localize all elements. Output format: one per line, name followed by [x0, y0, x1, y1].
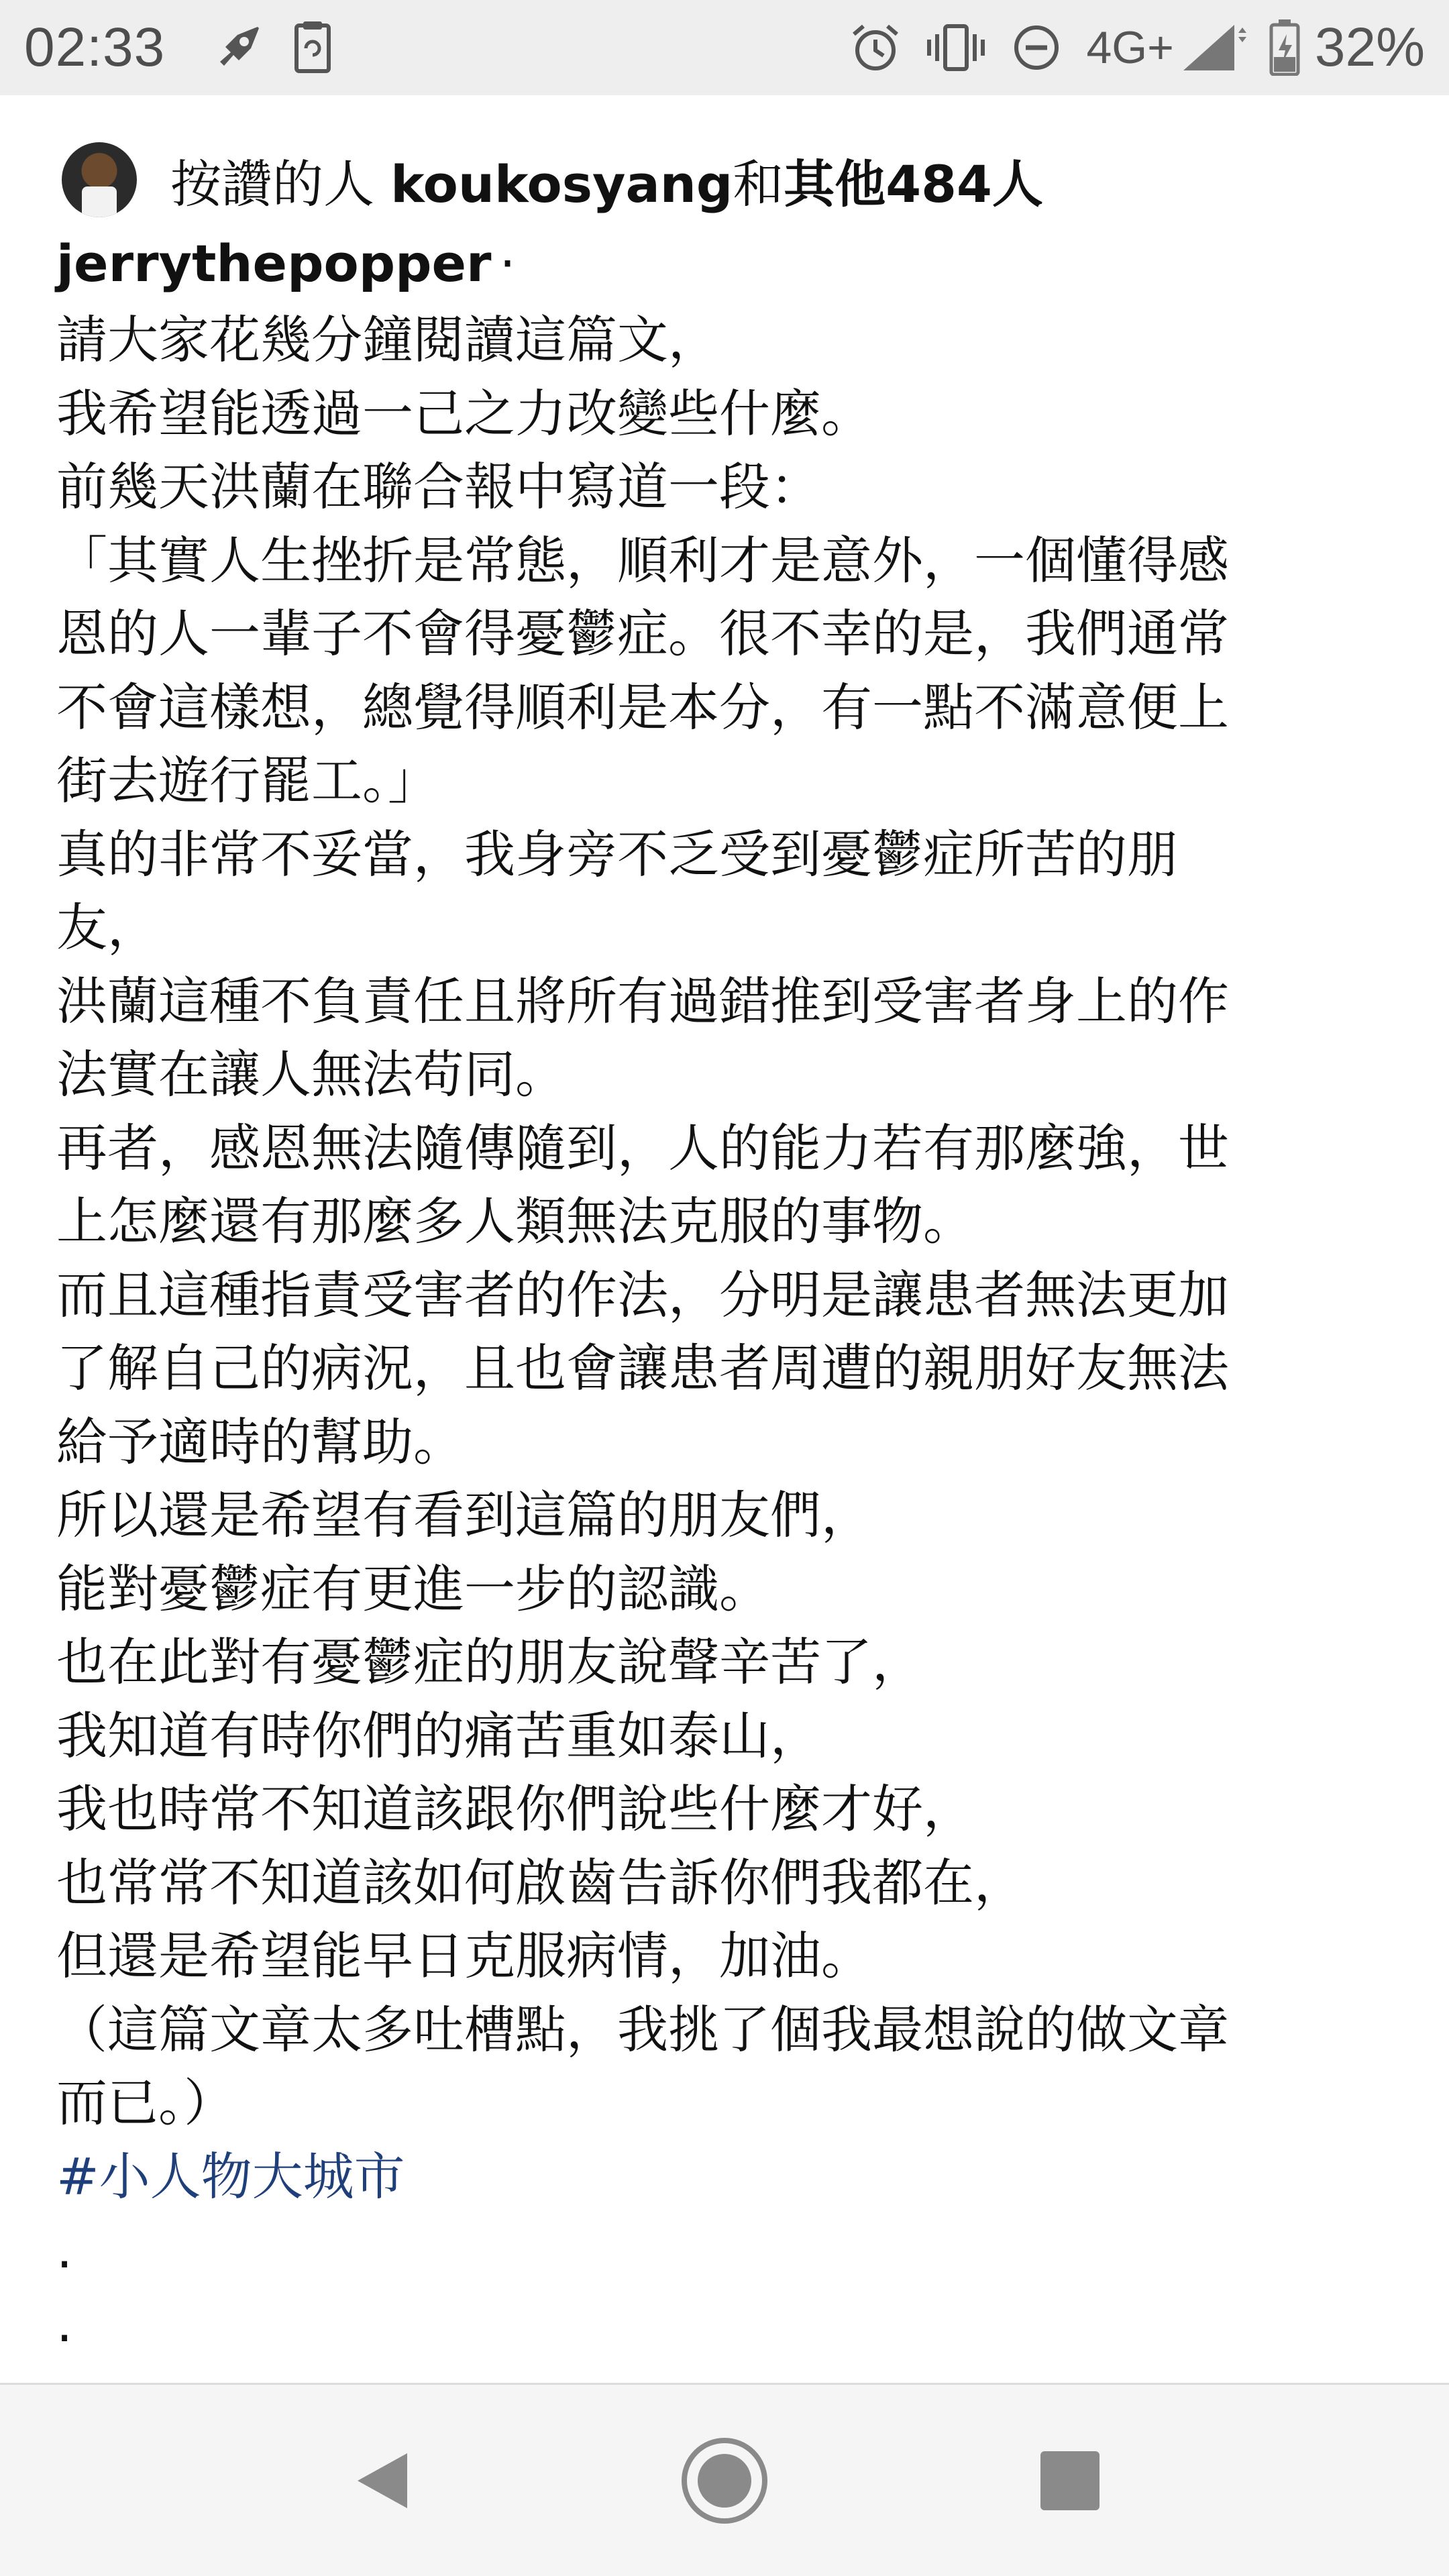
- back-icon: [345, 2444, 419, 2518]
- post: [0, 95, 1449, 2383]
- avatar[interactable]: [62, 142, 137, 217]
- likes-others-link[interactable]: 其他484人: [784, 154, 1043, 214]
- likes-prefix: 按讚的人: [170, 154, 391, 214]
- home-icon: [678, 2434, 771, 2528]
- caption-line: 法實在讓人無法苟同。: [56, 1044, 566, 1104]
- author-username[interactable]: jerrythepopper: [56, 233, 492, 293]
- signal-icon: [1179, 21, 1246, 74]
- alarm-icon: [849, 21, 902, 74]
- status-time: 02:33: [24, 17, 166, 78]
- caption-line: 不會這樣想，總覺得順利是本分，有一點不滿意便上: [56, 677, 1229, 737]
- battery-icon: [1269, 19, 1300, 76]
- caption-line: 恩的人一輩子不會得憂鬱症。很不幸的是，我們通常: [56, 604, 1229, 663]
- caption-line: 前幾天洪蘭在聯合報中寫道一段：: [56, 457, 821, 517]
- navigation-bar: [0, 2385, 1449, 2576]
- home-button[interactable]: [657, 2385, 792, 2576]
- caption-line: 但還是希望能早日克服病情，加油。: [56, 1926, 872, 1986]
- caption: [56, 303, 1398, 2360]
- caption-line: 洪蘭這種不負責任且將所有過錯推到受害者身上的作: [56, 971, 1229, 1031]
- status-icons: [826, 0, 1425, 95]
- likes-middle: 和: [733, 154, 784, 214]
- caption-line: 上怎麼還有那麼多人類無法克服的事物。: [56, 1191, 974, 1251]
- caption-line: 也常常不知道該如何啟齒告訴你們我都在，: [56, 1852, 1025, 1913]
- trailing-dot: .: [56, 2220, 73, 2279]
- battery-level: 32%: [1314, 17, 1425, 78]
- rocket-icon: [211, 20, 266, 75]
- network-type: 4G+: [1086, 22, 1174, 73]
- author-line: [56, 233, 516, 293]
- likes-user-link[interactable]: koukosyang: [390, 154, 733, 214]
- caption-line: 請大家花幾分鐘閱讀這篇文，: [56, 310, 719, 370]
- caption-line: 所以還是希望有看到這篇的朋友們，: [56, 1485, 872, 1545]
- caption-line: 街去遊行罷工。」: [56, 751, 439, 810]
- back-button[interactable]: [315, 2385, 449, 2576]
- caption-line: 而且這種指責受害者的作法，分明是讓患者無法更加: [56, 1265, 1229, 1325]
- recents-icon: [1036, 2447, 1104, 2514]
- recents-button[interactable]: [1003, 2385, 1137, 2576]
- vibrate-icon: [925, 21, 987, 74]
- likes-text[interactable]: [170, 144, 1043, 217]
- caption-line: 「其實人生挫折是常態，順利才是意外，一個懂得感: [56, 530, 1229, 590]
- status-bar: [0, 0, 1449, 95]
- caption-line: 給予適時的幫助。: [56, 1411, 464, 1472]
- author-separator: ·: [499, 233, 516, 293]
- caption-line: 也在此對有憂鬱症的朋友說聲辛苦了，: [56, 1632, 923, 1692]
- caption-line: 了解自己的病況，且也會讓患者周遭的親朋好友無法: [56, 1338, 1229, 1398]
- do-not-disturb-icon: [1010, 21, 1063, 74]
- caption-line: （這篇文章太多吐槽點，我挑了個我最想說的做文章: [56, 1999, 1229, 2059]
- caption-line: 我希望能透過一己之力改變些什麼。: [56, 383, 872, 443]
- likes-row[interactable]: [62, 142, 1043, 217]
- caption-line: 我也時常不知道該跟你們說些什麼才好，: [56, 1779, 974, 1839]
- hashtag-link[interactable]: #小人物大城市: [56, 2146, 405, 2206]
- caption-line: 再者，感恩無法隨傳隨到，人的能力若有那麼強，世: [56, 1118, 1229, 1178]
- trailing-dot: .: [56, 2293, 73, 2353]
- caption-line: 友，: [56, 898, 158, 957]
- caption-line: 能對憂鬱症有更進一步的認識。: [56, 1558, 770, 1619]
- caption-line: 我知道有時你們的痛苦重如泰山，: [56, 1705, 821, 1766]
- clipboard-icon: [292, 20, 333, 75]
- caption-line: 而已。）: [56, 2073, 235, 2133]
- caption-line: 真的非常不妥當，我身旁不乏受到憂鬱症所苦的朋: [56, 824, 1178, 884]
